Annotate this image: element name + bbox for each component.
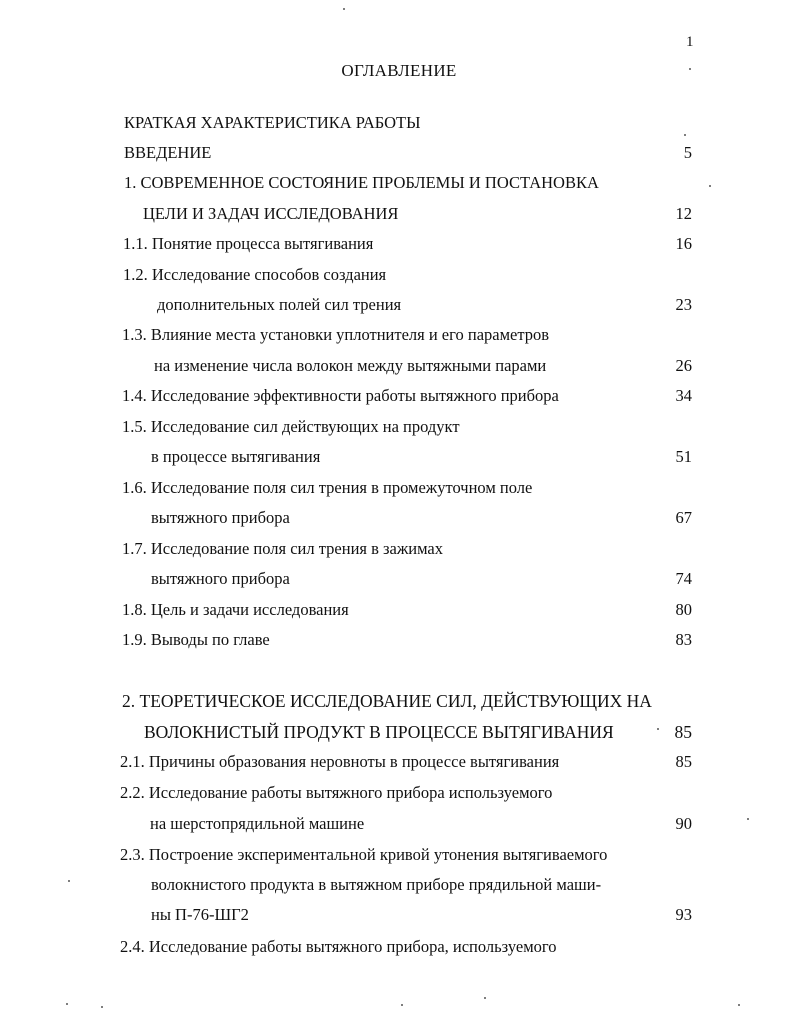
toc-entry-page: 5 <box>683 143 692 162</box>
toc-entry-page: 12 <box>675 204 692 223</box>
toc-entry <box>0 353 798 379</box>
toc-entry-text: 1.9. Выводы по главе <box>122 630 270 649</box>
toc-entry-page: 26 <box>675 356 692 375</box>
toc-entry <box>0 201 798 227</box>
toc-entry-text: КРАТКАЯ ХАРАКТЕРИСТИКА РАБОТЫ <box>124 113 421 132</box>
toc-entry <box>0 536 798 562</box>
scan-speck <box>684 134 686 136</box>
toc-entry-text: 1.2. Исследование способов создания <box>123 265 387 284</box>
toc-entry-text: 1.5. Исследование сил действующих на продукт <box>122 417 460 436</box>
scan-speck <box>401 1004 403 1006</box>
toc-entry-text: на шерстопрядильной машине <box>150 814 365 833</box>
toc-entry <box>0 842 798 868</box>
toc-entry-page: 74 <box>675 569 692 588</box>
toc-entry <box>0 749 798 775</box>
toc-entry-text: ЦЕЛИ И ЗАДАЧ ИССЛЕДОВАНИЯ <box>143 204 399 223</box>
toc-entry-text: 1.4. Исследование эффективности работы вытяжного прибора <box>122 386 559 405</box>
toc-entry <box>0 872 798 898</box>
toc-entry-text: в процессе вытягивания <box>151 447 321 466</box>
toc-entry <box>0 383 798 409</box>
toc-entry <box>0 110 798 136</box>
toc-entry-text: на изменение числа волокон между вытяжными парами <box>154 356 547 375</box>
toc-entry <box>0 934 798 960</box>
toc-entry <box>0 170 798 196</box>
toc-entry-text: дополнительных полей сил трения <box>157 295 402 314</box>
toc-entry-page: 93 <box>675 905 692 924</box>
toc-entry-text: 1.1. Понятие процесса вытягивания <box>123 234 374 253</box>
toc-entry <box>0 262 798 288</box>
toc-entry-page: 85 <box>674 722 692 742</box>
toc-entry <box>0 322 798 348</box>
toc-entry-page: 85 <box>675 752 692 771</box>
scan-speck <box>343 8 345 10</box>
toc-entry <box>0 780 798 806</box>
toc-title: ОГЛАВЛЕНИЕ <box>341 61 457 80</box>
toc-entry <box>0 231 798 257</box>
scan-speck <box>747 818 749 820</box>
toc-entry-page: 23 <box>675 295 692 314</box>
toc-entry <box>0 140 798 166</box>
toc-entry-page: 83 <box>675 630 692 649</box>
toc-entry <box>0 811 798 837</box>
toc-entry-text: 1.6. Исследование поля сил трения в промежуточном поле <box>122 478 533 497</box>
toc-entry <box>0 475 798 501</box>
toc-entry <box>0 505 798 531</box>
scan-speck <box>689 68 691 70</box>
scan-speck <box>101 1006 103 1008</box>
scan-speck <box>66 1003 68 1005</box>
toc-entry-page: 67 <box>675 508 692 527</box>
toc-entry-page: 16 <box>675 234 692 253</box>
toc-entry <box>0 597 798 623</box>
toc-entry-text: волокнистого продукта в вытяжном приборе прядильной маши- <box>151 875 602 894</box>
toc-entry-text: 1.3. Влияние места установки уплотнителя и его параметров <box>122 325 550 344</box>
toc-entry-page: 80 <box>675 600 692 619</box>
toc-entry-text: ВВЕДЕНИЕ <box>124 143 212 162</box>
toc-entry <box>0 292 798 318</box>
toc-entry-page: 51 <box>675 447 692 466</box>
toc-entry-text: 2. ТЕОРЕТИЧЕСКОЕ ИССЛЕДОВАНИЕ СИЛ, ДЕЙСТВУЮЩИХ НА <box>122 691 652 711</box>
toc-entry-text: 2.2. Исследование работы вытяжного прибора используемого <box>120 783 553 802</box>
scan-speck <box>709 185 711 187</box>
toc-entry-text: 1.8. Цель и задачи исследования <box>122 600 349 619</box>
toc-entry <box>0 566 798 592</box>
toc-entry-page: 90 <box>675 814 692 833</box>
toc-entry <box>0 444 798 470</box>
scan-speck <box>68 880 70 882</box>
scan-speck <box>738 1004 740 1006</box>
toc-entry <box>0 414 798 440</box>
toc-entry-page: 34 <box>675 386 692 405</box>
toc-entry-text: ВОЛОКНИСТЫЙ ПРОДУКТ В ПРОЦЕССЕ ВЫТЯГИВАНИЯ <box>144 722 614 742</box>
toc-entry <box>0 902 798 928</box>
toc-entry <box>0 627 798 653</box>
toc-entry-text: ны П-76-ШГ2 <box>151 905 249 924</box>
toc-entry <box>0 688 798 714</box>
toc-entry-text: 1. СОВРЕМЕННОЕ СОСТОЯНИЕ ПРОБЛЕМЫ И ПОСТАНОВКА <box>124 173 599 192</box>
toc-entry-text: вытяжного прибора <box>151 508 290 527</box>
scan-speck <box>657 728 659 730</box>
toc-entry-text: 2.4. Исследование работы вытяжного прибора, используемого <box>120 937 557 956</box>
toc-entry-text: вытяжного прибора <box>151 569 290 588</box>
page-number: 1 <box>686 34 694 50</box>
toc-entry-text: 2.1. Причины образования неровноты в процессе вытягивания <box>120 752 560 771</box>
scan-speck <box>484 997 486 999</box>
toc-entry-text: 2.3. Построение экспериментальной кривой утонения вытягиваемого <box>120 845 608 864</box>
toc-entry <box>0 719 798 745</box>
toc-entry-text: 1.7. Исследование поля сил трения в зажимах <box>122 539 444 558</box>
